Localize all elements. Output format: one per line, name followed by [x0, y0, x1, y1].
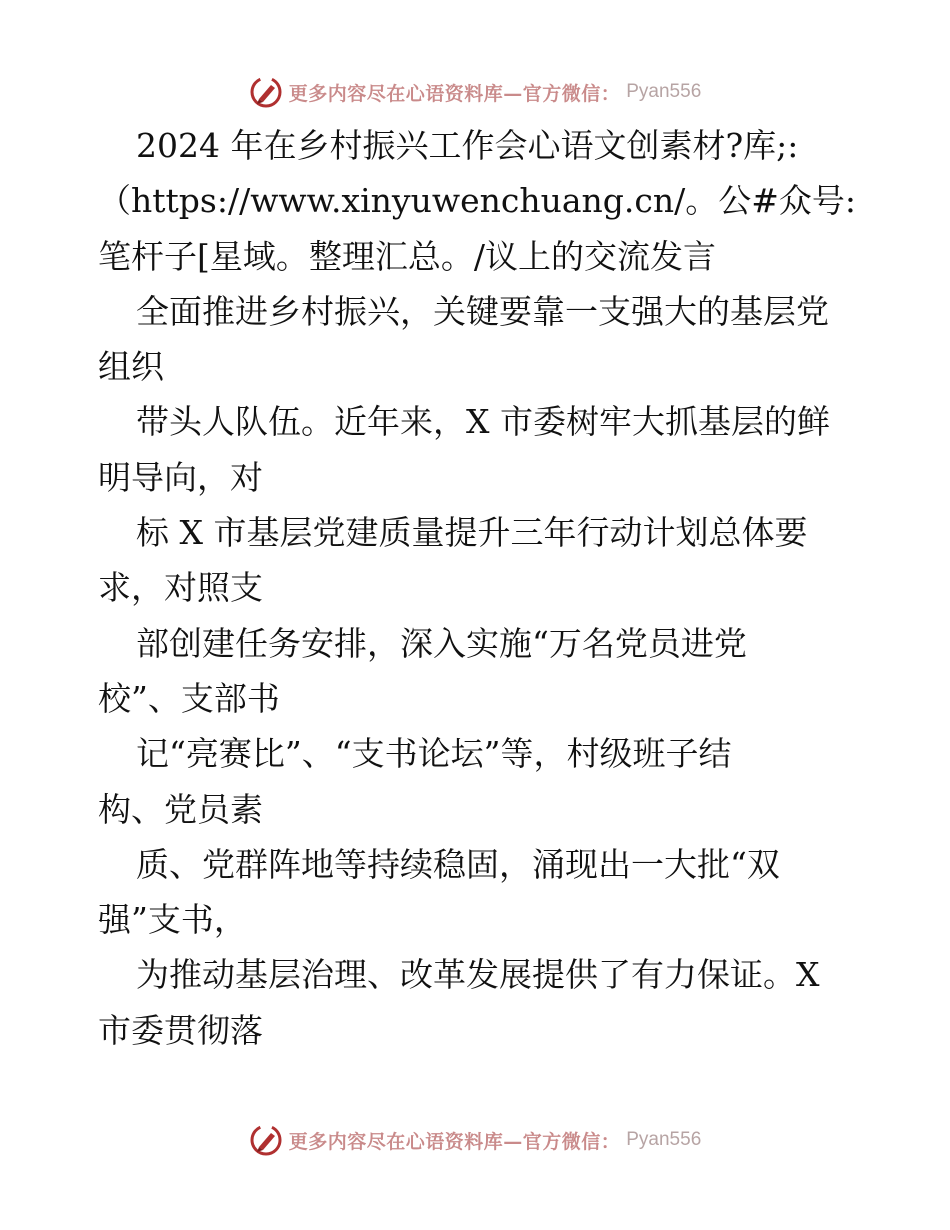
- text-line: （https://www.xinyuwenchuang.cn/。公#众号:: [98, 181, 857, 221]
- text-line: 校”、支部书: [98, 678, 280, 718]
- text-line: 强”支书，: [98, 900, 247, 940]
- text-line: 带头人队伍。近年来，X 市委树牢大抓基层的鲜: [136, 402, 830, 442]
- footer-banner: [0, 1120, 950, 1160]
- text-line: 部创建任务安排，深入实施“万名党员进党: [136, 623, 747, 663]
- red-pen-seal-logo-icon: [249, 1123, 283, 1157]
- text-line: 组织: [98, 347, 164, 387]
- text-line: 明导向，对: [98, 457, 263, 497]
- banner-wechat-id: Pyan556: [626, 1129, 702, 1150]
- document-body: [98, 118, 878, 1058]
- header-banner: [0, 72, 950, 112]
- text-line: 市委贯彻落: [98, 1010, 263, 1050]
- banner-text: 更多内容尽在心语资料库—官方微信：: [288, 82, 621, 105]
- text-line: 记“亮赛比”、“支书论坛”等，村级班子结: [136, 734, 732, 774]
- text-line: 笔杆子[星域。整理汇总。/议上的交流发言: [98, 236, 716, 276]
- banner-wechat-id: Pyan556: [626, 81, 702, 102]
- red-pen-seal-logo-icon: [249, 75, 283, 109]
- text-line: 构、党员素: [98, 789, 263, 829]
- text-line: 为推动基层治理、改革发展提供了有力保证。X: [136, 955, 820, 995]
- text-line: 2024 年在乡村振兴工作会心语文创素材?库;:: [136, 126, 799, 165]
- text-line: 质、党群阵地等持续稳固，涌现出一大批“双: [136, 844, 780, 884]
- text-line: 标 X 市基层党建质量提升三年行动计划总体要: [136, 513, 808, 553]
- text-line: 求，对照支: [98, 568, 263, 608]
- text-line: 全面推进乡村振兴，关键要靠一支强大的基层党: [136, 291, 829, 331]
- banner-text: 更多内容尽在心语资料库—官方微信：: [288, 1130, 621, 1153]
